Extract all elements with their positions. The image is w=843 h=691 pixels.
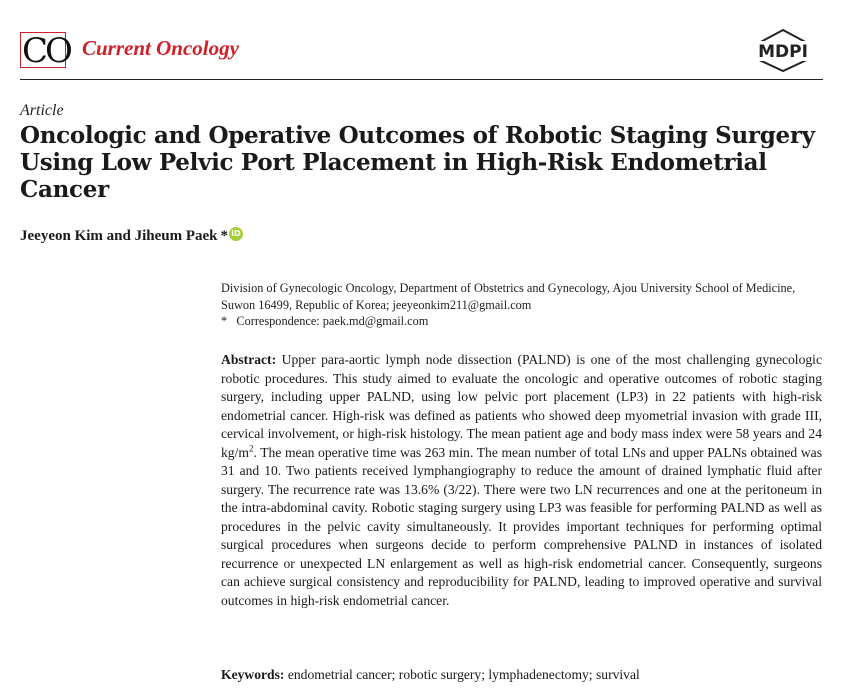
affiliation: Division of Gynecologic Oncology, Department of Obstetrics and Gynecology, Ajou University School of Medicine, Suwon 16499, Republic of Korea; jeeyeonkim211@gmail.com xyxy=(221,281,796,312)
authors-text: Jeeyeon Kim and Jiheum Paek xyxy=(20,228,218,244)
keywords-label: Keywords: xyxy=(221,667,285,682)
journal-name: Current Oncology xyxy=(82,36,239,60)
abstract-label: Abstract: xyxy=(221,352,277,367)
keywords xyxy=(221,666,822,684)
journal-header xyxy=(20,28,823,76)
article-type: Article xyxy=(20,102,64,119)
orcid-icon[interactable]: iD xyxy=(229,227,243,241)
abstract-superscript: 2 xyxy=(248,442,254,453)
abstract xyxy=(221,351,822,610)
article-title: Oncologic and Operative Outcomes of Robotic Staging Surgery Using Low Pelvic Port Placement in High-Risk Endometrial Cancer xyxy=(20,122,815,203)
author-list xyxy=(20,228,243,245)
header-rule xyxy=(20,79,823,80)
corresponding-mark: * xyxy=(220,228,228,244)
affiliation-block xyxy=(221,280,821,330)
logo-text: CO xyxy=(22,31,70,71)
correspondence: * Correspondence: paek.md@gmail.com xyxy=(221,314,429,328)
keywords-text: endometrial cancer; robotic surgery; lymphadenectomy; survival xyxy=(287,667,640,682)
mdpi-logo-text: MDPI xyxy=(758,42,808,62)
mdpi-logo xyxy=(749,28,817,72)
journal-logo xyxy=(20,32,70,70)
abstract-text-1: Upper para-aortic lymph node dissection (PALND) is one of the most challenging gynecologic robotic procedures. This study aimed to evaluate the oncologic and operative outcomes of robotic staging surgery, including upper PALND, using low pelvic port placement (LP3) in 22 patients with high-risk endometrial cancer. High-risk was defined as patients who showed deep myometrial invasion with grade III, cervical involvement, or high-risk histology. The mean patient age and body mass index were 58 years and 24 kg/m xyxy=(221,352,822,460)
abstract-text-2: . The mean operative time was 263 min. The mean number of total LNs and upper PALNs obtained was 31 and 10. Two patients received lymphangiography to reduce the amount of drained lymphatic fluid after surgery. The recurrence rate was 13.6% (3/22). There were two LN recurrences and one at the peritoneum in the intra-abdominal cavity. Robotic staging surgery using LP3 was feasible for performing PALND as well as procedures in the pelvic cavity simultaneously. It provides important techniques for performing optimal surgical procedures when surgeons decide to perform comprehensive PALND in instances of isolated recurrence or unexpected LN enlargement as well as high-risk endometrial cancer. Consequently, surgeons can achieve surgical consistency and reproducibility for PALND, leading to improved operative and survival outcomes in high-risk endometrial cancer. xyxy=(221,444,822,608)
